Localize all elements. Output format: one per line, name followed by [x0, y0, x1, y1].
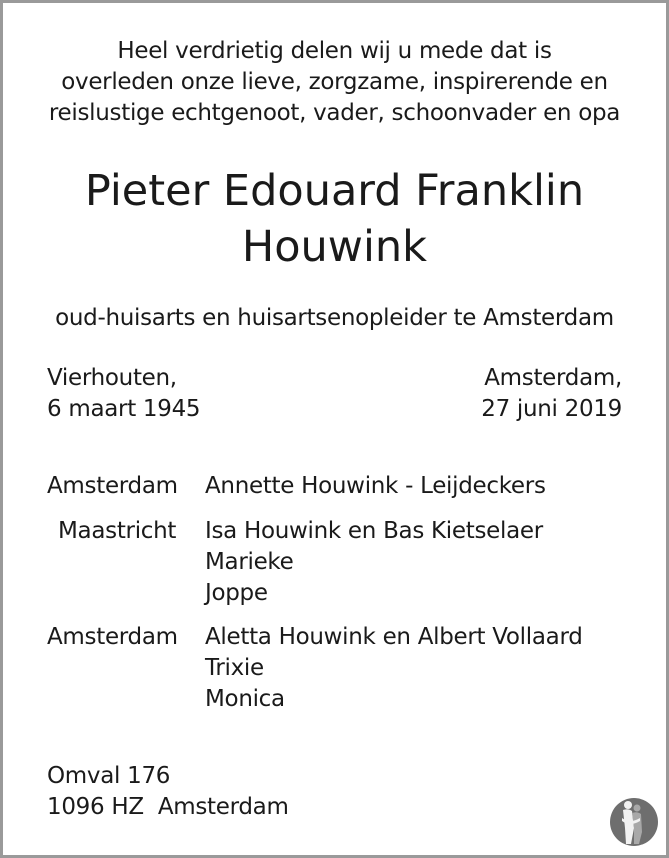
family-place: Amsterdam: [47, 473, 178, 499]
embracing-figures-logo-icon: [610, 798, 658, 846]
occupation: oud-huisarts en huisartsenopleider te Amsterdam: [55, 305, 614, 331]
family-name: Isa Houwink en Bas Kietselaer: [205, 518, 543, 544]
address-street: Omval 176: [47, 763, 171, 789]
intro-line: Heel verdrietig delen wij u mede dat is: [117, 38, 552, 64]
family-name: Aletta Houwink en Albert Vollaard: [205, 624, 583, 650]
deceased-surname: Houwink: [241, 222, 428, 272]
birth-date: 6 maart 1945: [47, 396, 201, 422]
family-name: Annette Houwink - Leijdeckers: [205, 473, 546, 499]
address-city: 1096 HZ Amsterdam: [47, 794, 289, 820]
intro-line: overleden onze lieve, zorgzame, inspirerende en: [61, 69, 608, 95]
family-place: Amsterdam: [47, 624, 178, 650]
family-name: Marieke: [205, 549, 294, 575]
family-place: Maastricht: [58, 518, 177, 544]
intro-line: reislustige echtgenoot, vader, schoonvader en opa: [48, 100, 621, 126]
family-name: Joppe: [205, 580, 268, 606]
family-name: Trixie: [205, 655, 264, 681]
family-name: Monica: [205, 686, 285, 712]
deceased-name: Pieter Edouard Franklin: [84, 166, 585, 216]
death-place: Amsterdam,: [484, 365, 622, 391]
death-date: 27 juni 2019: [481, 396, 622, 422]
birth-place: Vierhouten,: [47, 365, 177, 391]
